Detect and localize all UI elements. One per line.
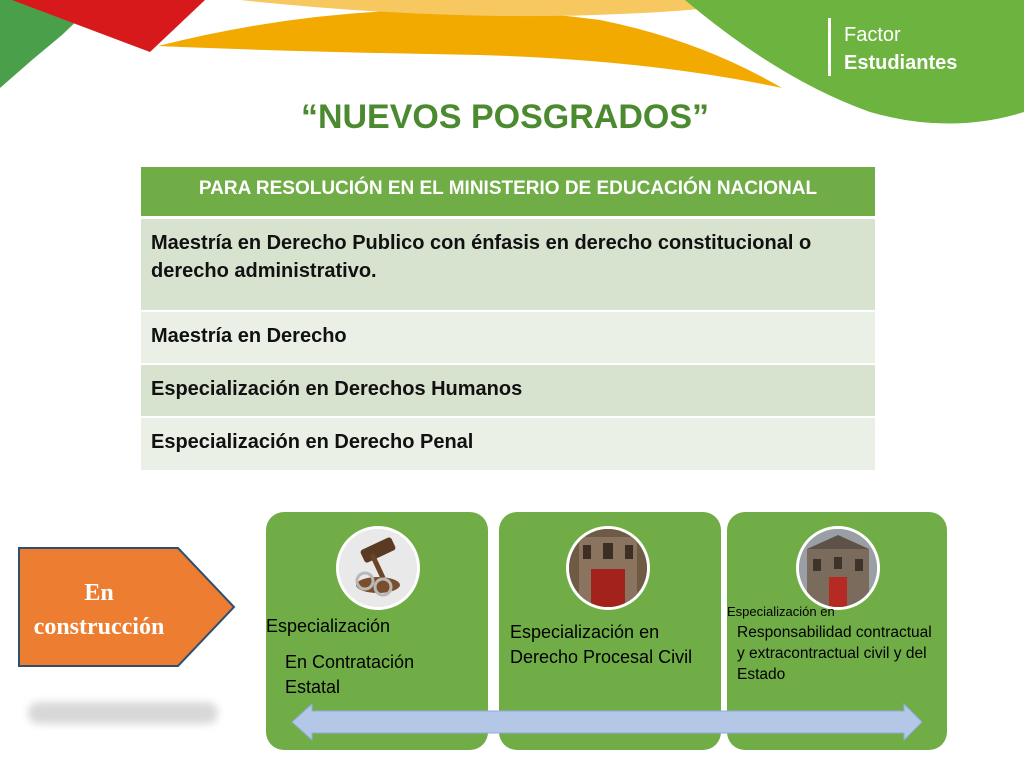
card3-text: Responsabilidad contractual y extracontractual civil y del Estado — [737, 624, 932, 683]
construction-line2: construcción — [33, 614, 165, 640]
page-title: “NUEVOS POSGRADOS” — [300, 98, 710, 136]
posgrados-table — [141, 167, 875, 472]
construction-label — [20, 576, 178, 644]
card3-small: Especialización en — [727, 604, 835, 619]
callout-shadow — [28, 702, 218, 724]
table-row: Especialización en Derecho Penal — [141, 418, 875, 472]
card2-text: Especialización en Derecho Procesal Civil — [510, 622, 693, 667]
brand-line1: Factor — [844, 24, 901, 46]
brand-line2: Estudiantes — [844, 52, 958, 74]
palace-photo-icon — [796, 526, 880, 610]
table-row: Especialización en Derechos Humanos — [141, 365, 875, 418]
table-row: Maestría en Derecho Publico con énfasis en derecho constitucional o derecho administrativo. — [141, 219, 875, 312]
gavel-photo-icon — [336, 526, 420, 610]
table-row: Maestría en Derecho — [141, 312, 875, 365]
logo-divider — [828, 18, 831, 76]
card1-title: Especialización — [266, 616, 391, 636]
construction-line1: En — [84, 580, 114, 606]
table-header: PARA RESOLUCIÓN EN EL MINISTERIO DE EDUCACIÓN NACIONAL — [141, 167, 875, 219]
card1-text: En Contratación Estatal — [285, 652, 415, 697]
double-arrow — [292, 702, 924, 742]
building-photo-icon — [566, 526, 650, 610]
